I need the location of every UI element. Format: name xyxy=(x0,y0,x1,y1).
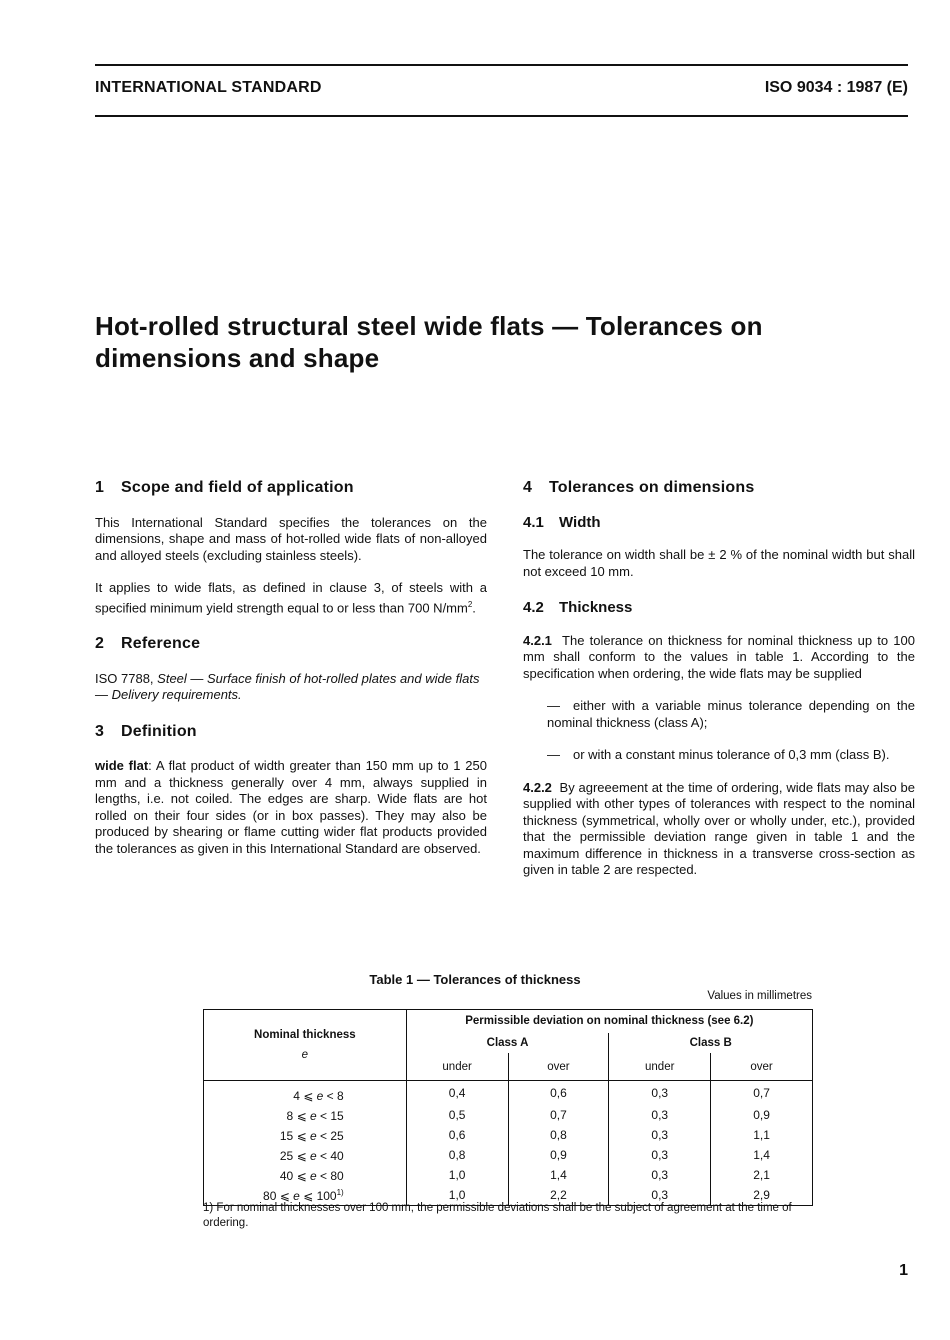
section-4-2-heading: 4.2 Thickness xyxy=(523,599,633,616)
cell-b-under: 0,3 xyxy=(609,1145,711,1165)
cell-nominal-range: 25 ⩽ e < 40 xyxy=(204,1145,407,1165)
cell-b-under: 0,3 xyxy=(609,1125,711,1145)
title-line-2: dimensions and shape xyxy=(95,343,380,373)
cell-a-over: 1,4 xyxy=(508,1165,609,1185)
section-1-paragraph-1: This International Standard specifies the tolerances on the dimensions, shape and mass of hot-rolled wide flats of non-alloyed and alloyed steels (excluding stainless steels). xyxy=(95,514,487,563)
section-4-1-heading: 4.1 Width xyxy=(523,513,601,531)
table-row xyxy=(204,1165,813,1185)
cell-a-under: 0,4 xyxy=(448,1086,466,1100)
section-2-reference: ISO 7788, Steel — Surface finish of hot-rolled plates and wide flats — Delivery requirements. xyxy=(95,670,480,703)
cell-a-over: 0,7 xyxy=(508,1105,609,1125)
cell-a-under: 0,8 xyxy=(448,1148,466,1162)
header-class-a: Class A xyxy=(486,1036,529,1049)
table-row xyxy=(204,1105,813,1125)
cell-nominal-range: 15 ⩽ e < 25 xyxy=(204,1125,407,1145)
header-top-rule xyxy=(95,64,908,66)
section-4-1-paragraph: The tolerance on width shall be ± 2 % of the nominal width but shall not exceed 10 mm. xyxy=(523,547,915,579)
table-row xyxy=(204,1145,813,1165)
cell-a-under: 1,0 xyxy=(406,1185,508,1206)
header-a-under: under xyxy=(406,1053,508,1080)
cell-a-over: 0,9 xyxy=(508,1145,609,1165)
page-number: 1 xyxy=(899,1262,908,1279)
cell-b-under: 0,3 xyxy=(609,1105,711,1125)
cell-b-under: 0,3 xyxy=(609,1165,711,1185)
cell-b-over: 2,9 xyxy=(711,1185,813,1206)
section-4-heading: 4 Tolerances on dimensions xyxy=(523,479,755,496)
list-item-class-a: — either with a variable minus tolerance depending on the nominal thickness (class A); xyxy=(547,698,915,730)
cell-nominal-range: 4 ⩽ e < 8 xyxy=(204,1081,407,1106)
section-2-heading: 2 Reference xyxy=(95,635,201,653)
table-1-footnote: 1) For nominal thicknesses over 100 mm, the permissible deviations shall be the subject of agreement at the time of ordering. xyxy=(203,1202,792,1229)
table-row xyxy=(204,1125,813,1145)
table-row xyxy=(204,1081,813,1106)
header-b-over: over xyxy=(711,1053,813,1080)
cell-a-over: 0,6 xyxy=(508,1081,609,1106)
right-column xyxy=(523,480,915,879)
header-class-b: Class B xyxy=(609,1033,813,1054)
header-bottom-rule xyxy=(95,115,908,117)
table-1 xyxy=(203,1009,813,1206)
header-standard-label: INTERNATIONAL STANDARD xyxy=(95,79,322,96)
section-3-definition: wide flat: A flat product of width greater than 150 mm up to 1 250 mm and a thickness generally over 4 mm, always supplied in lengths, i.e. not coiled. The edges are sharp. Wide flats are hot rolled on their four sides (or in box passes). They may also be produced by shearing or flame cutting wider flat products provided the tolerances as given in this International Standard are observed. xyxy=(95,758,487,856)
table-body xyxy=(204,1081,813,1206)
section-1-heading: 1 Scope and field of application xyxy=(95,479,354,496)
cell-a-under: 0,6 xyxy=(448,1128,466,1142)
cell-nominal-range: 8 ⩽ e < 15 xyxy=(204,1105,407,1125)
header-b-under: under xyxy=(609,1053,711,1080)
left-column xyxy=(95,480,487,857)
cell-b-over: 1,1 xyxy=(711,1125,813,1145)
cell-nominal-range: 80 ⩽ e ⩽ 100$^{1)}$ xyxy=(204,1185,407,1206)
header-permissible-deviation: Permissible deviation on nominal thickness (see 6.2) xyxy=(406,1010,812,1033)
cell-b-under: 0,3 xyxy=(609,1081,711,1106)
cell-b-over: 0,9 xyxy=(711,1105,813,1125)
section-3-heading: 3 Definition xyxy=(95,722,197,740)
tolerance-table xyxy=(203,1009,813,1206)
cell-b-over: 1,4 xyxy=(711,1145,813,1165)
table-1-title: Table 1 — Tolerances of thickness xyxy=(369,972,581,987)
list-item-class-b: — or with a constant minus tolerance of 0,3 mm (class B). xyxy=(547,747,890,762)
cell-a-under: 1,0 xyxy=(448,1168,466,1182)
cell-b-over: 2,1 xyxy=(711,1165,813,1185)
section-1-paragraph-2: It applies to wide flats, as defined in clause 3, of steels with a specified minimum yield strength equal to or less than 700 $N/mm^2$. xyxy=(95,580,487,615)
cell-a-over: 0,8 xyxy=(508,1125,609,1145)
header-nominal-thickness: Nominal thickness e xyxy=(204,1010,407,1081)
section-4-2-2-paragraph: 4.2.2 By agreeement at the time of ordering, wide flats may also be supplied with other types of tolerances with respect to the nominal thickness (symmetrical, wholly over or wholly under, etc.), provided that the permissible deviation range given in table 1 and the maximum difference in thickness in a transverse cross-section as given in table 2 are respected. xyxy=(523,779,915,877)
title-line-1: Hot-rolled structural steel wide flats — Tolerances on xyxy=(95,311,763,341)
header-a-over: over xyxy=(508,1053,609,1080)
document-title xyxy=(95,310,895,374)
cell-b-over: 0,7 xyxy=(711,1081,813,1106)
header-standard-number: ISO 9034 : 1987 (E) xyxy=(764,79,908,96)
section-4-2-1-paragraph: 4.2.1 The tolerance on thickness for nominal thickness up to 100 mm shall conform to the values in table 1. According to the specification when ordering, the wide flats may be supplied xyxy=(523,632,915,681)
table-1-units: Values in millimetres xyxy=(707,990,812,1002)
cell-a-over: 2,2 xyxy=(508,1185,609,1206)
cell-b-under: 0,3 xyxy=(609,1185,711,1206)
cell-nominal-range: 40 ⩽ e < 80 xyxy=(204,1165,407,1185)
cell-a-under: 0,5 xyxy=(448,1108,466,1122)
